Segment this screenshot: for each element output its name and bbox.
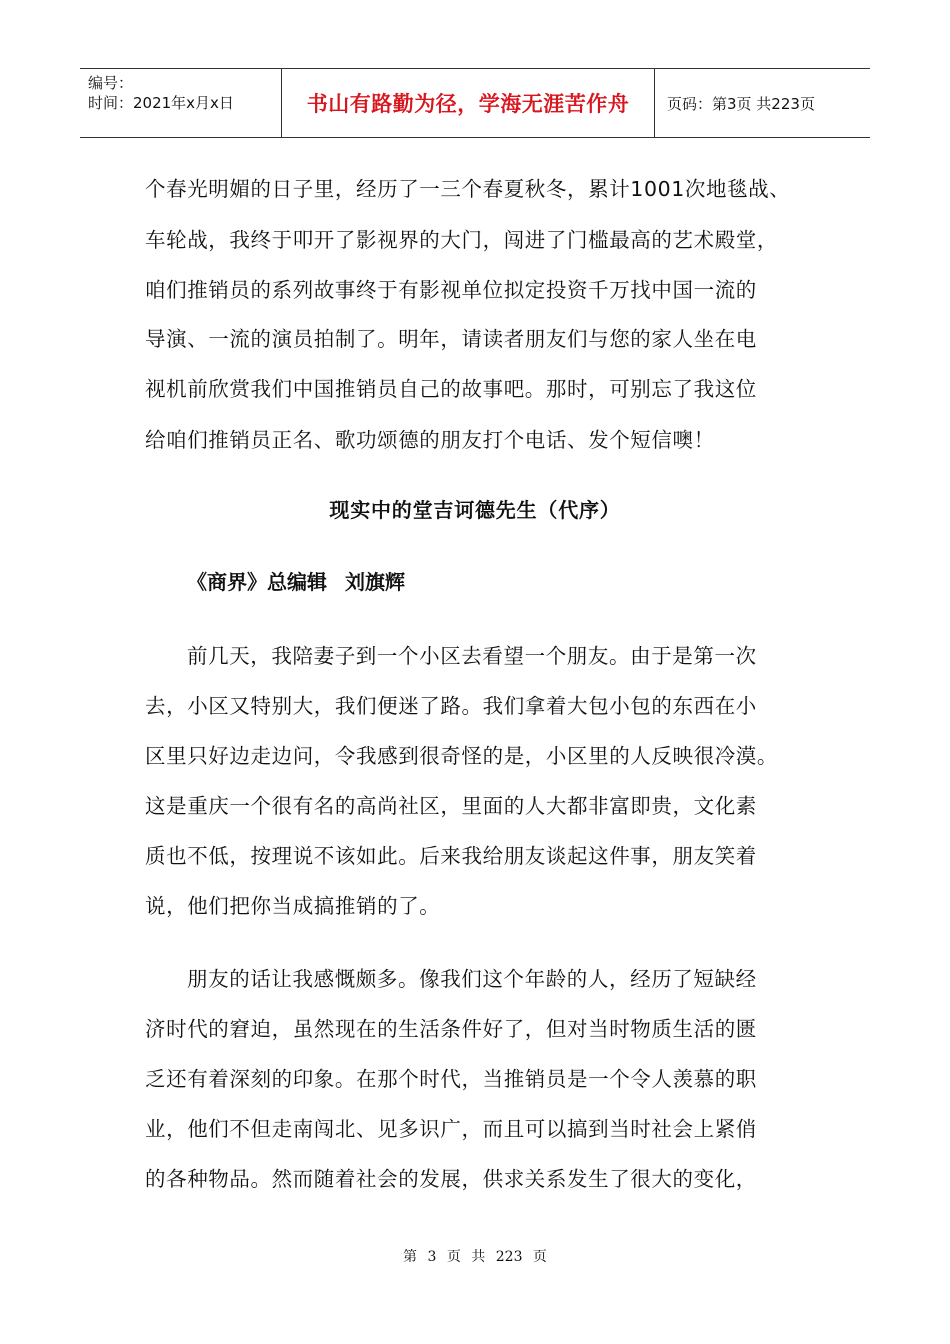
- body-line: 区里只好边走边问，令我感到很奇怪的是，小区里的人反映很冷漠。: [145, 744, 778, 768]
- body-line: 济时代的窘迫，虽然现在的生活条件好了，但对当时物质生活的匮: [145, 1017, 757, 1041]
- document-number-label: 编号：: [88, 74, 134, 92]
- body-line: 车轮战，我终于叩开了影视界的大门，闯进了门槛最高的艺术殿堂，: [145, 228, 778, 252]
- section-title: 现实中的堂吉诃德先生（代序）: [329, 498, 621, 522]
- byline: [187, 566, 423, 595]
- body-line: 朋友的话让我感慨颇多。像我们这个年龄的人，经历了短缺经: [187, 967, 757, 991]
- header-motto: 书山有路勤为径，学海无涯苦作舟: [282, 69, 655, 137]
- body-line: 的各种物品。然而随着社会的发展，供求关系发生了很大的变化，: [145, 1167, 757, 1191]
- document-date-label: 时间：2021年x月x日: [88, 94, 234, 112]
- body-line: 乏还有着深刻的印象。在那个时代，当推销员是一个令人羡慕的职: [145, 1067, 757, 1091]
- body-line: 这是重庆一个很有名的高尚社区，里面的人大都非富即贵，文化素: [145, 794, 757, 818]
- body-line: 咱们推销员的系列故事终于有影视单位拟定投资千万找中国一流的: [145, 278, 757, 302]
- header-meta-cell: [80, 69, 282, 137]
- header-page-code: 页码：第3页 共223页: [667, 94, 815, 113]
- byline-publication: 《商界》总编辑: [187, 570, 327, 594]
- body-line: 说，他们把你当成搞推销的了。: [145, 894, 441, 918]
- page-footer: 第 3 页 共 223 页: [403, 1249, 547, 1265]
- body-line: 给咱们推销员正名、歌功颂德的朋友打个电话、发个短信噢！: [145, 428, 715, 452]
- byline-author: 刘旗辉: [345, 570, 405, 594]
- body-line: 业，他们不但走南闯北、见多识广，而且可以搞到当时社会上紧俏: [145, 1117, 757, 1141]
- body-line: 去，小区又特别大，我们便迷了路。我们拿着大包小包的东西在小: [145, 694, 757, 718]
- body-line: 个春光明媚的日子里，经历了一三个春夏秋冬，累计1001次地毯战、: [145, 177, 791, 201]
- body-line: 导演、一流的演员拍制了。明年，请读者朋友们与您的家人坐在电: [145, 327, 757, 351]
- body-line: 视机前欣赏我们中国推销员自己的故事吧。那时，可别忘了我这位: [145, 377, 757, 401]
- body-line: 质也不低，按理说不该如此。后来我给朋友谈起这件事，朋友笑着: [145, 844, 757, 868]
- body-line: 前几天，我陪妻子到一个小区去看望一个朋友。由于是第一次: [187, 644, 757, 668]
- page-header: [80, 68, 870, 138]
